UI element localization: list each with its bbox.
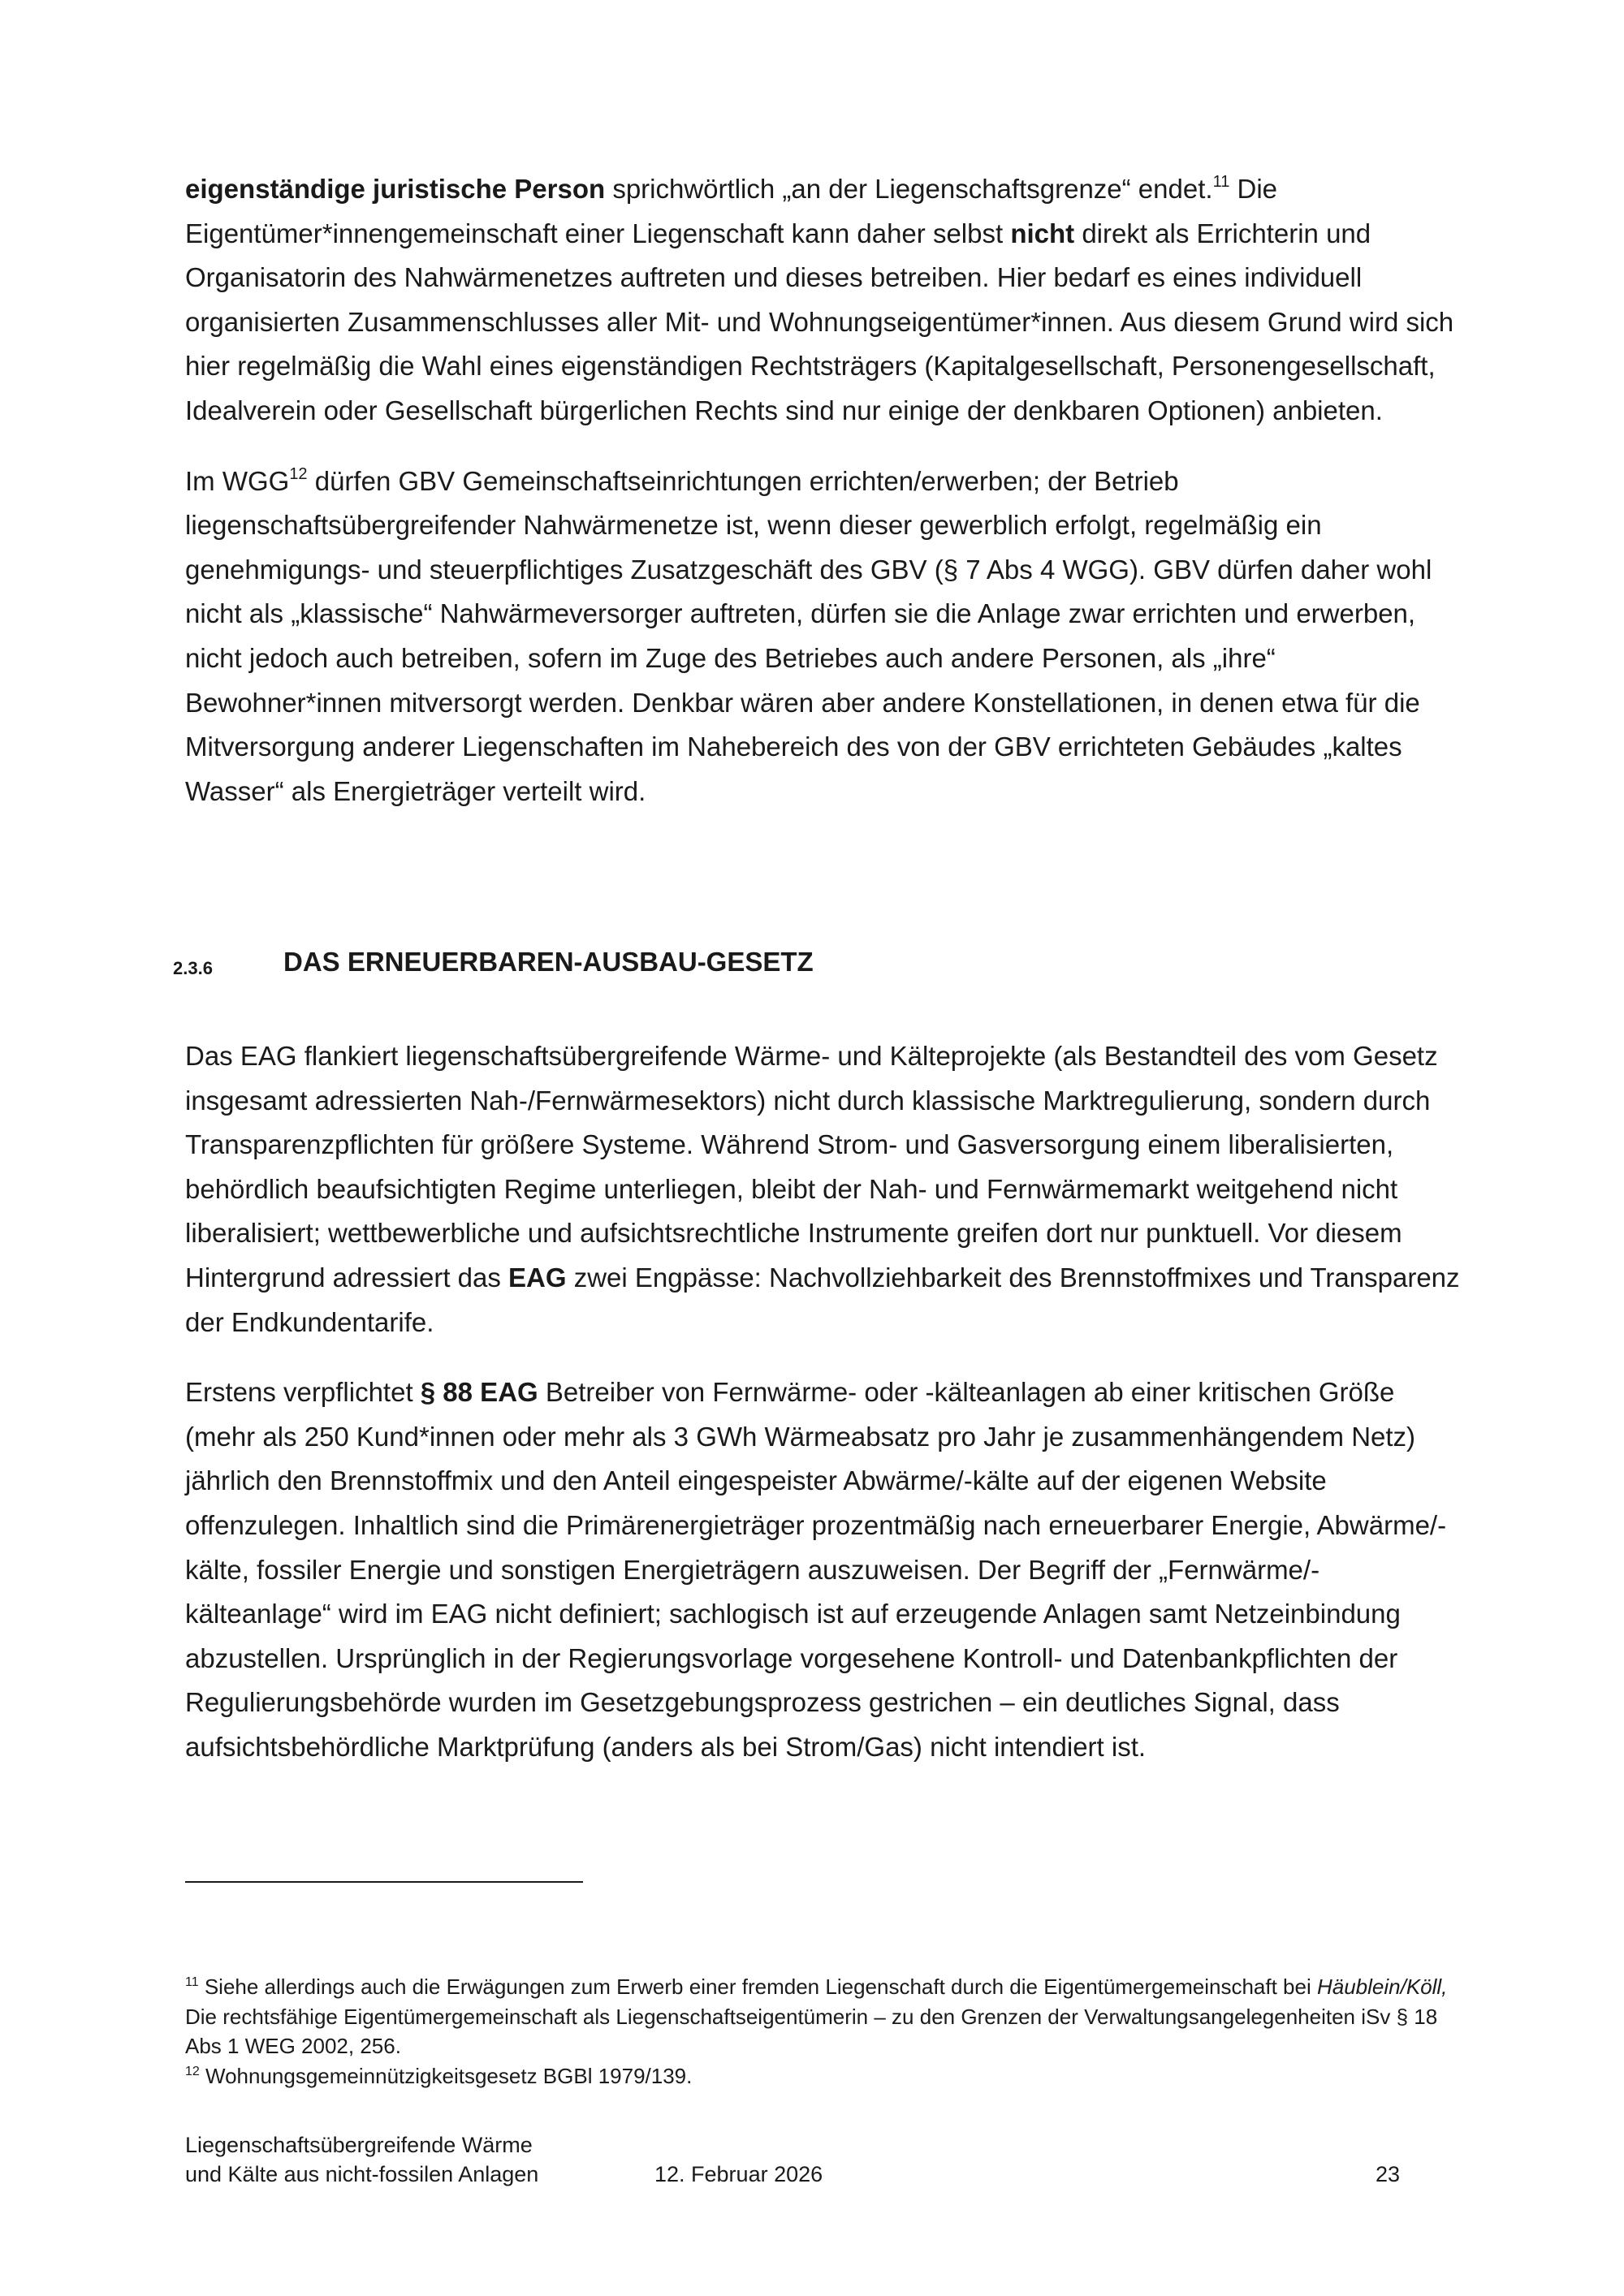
footnote-number: 11 xyxy=(185,1975,199,1989)
footnote xyxy=(185,2061,1460,2091)
text-run: sprichwörtlich „an der Liegenschaftsgrenze“ endet. xyxy=(605,174,1213,204)
footer-title-line: Liegenschaftsübergreifende Wärme xyxy=(185,2133,533,2157)
text-run: Das EAG flankiert liegenschaftsübergreifende Wärme- und Kälteprojekte (als Bestandteil des vom Gesetz insgesamt adressierten Nah-/Fernwärmesektors) nicht durch klassische Marktregulierung, sondern durch Transparenzpflichten für größere Systeme. Während Strom- und Gasversorgung einem liberalisierten, behördlich beaufsichtigten Regime unterliegen, bleibt der Nah- und Fernwärmemarkt weitgehend nicht liberalisiert; wettbewerbliche und aufsichtsrechtliche Instrumente greifen dort nur punktuell. Vor diesem Hintergrund adressiert das xyxy=(185,1041,1438,1293)
text-run: Erstens verpflichtet xyxy=(185,1377,421,1408)
footnote-number: 12 xyxy=(185,2064,200,2078)
section-body xyxy=(185,1034,1460,1770)
footnote-separator xyxy=(185,1881,583,1883)
footer-date: 12. Februar 2026 xyxy=(654,2162,823,2186)
footnote-ref[interactable]: 11 xyxy=(1212,173,1230,191)
footnote xyxy=(185,1972,1460,2061)
paragraph xyxy=(185,1034,1460,1344)
footnote-ref[interactable]: 12 xyxy=(289,464,308,483)
text-run: Die rechtsfähige Eigentümergemeinschaft als Liegenschaftseigentümerin – zu den Grenzen der Verwaltungsangelegenheiten iSv § 18 Abs 1 WEG 2002, 256. xyxy=(185,2004,1438,2058)
bold-term: § 88 EAG xyxy=(420,1377,538,1408)
section-number: 2.3.6 xyxy=(173,958,213,978)
text-run: Die Eigentümer*innengemeinschaft einer Liegenschaft kann daher selbst xyxy=(185,174,1278,248)
italic-authors: Häublein/Köll, xyxy=(1316,1974,1448,1999)
body-text xyxy=(185,167,1460,814)
footer-document-title xyxy=(185,2130,538,2189)
paragraph xyxy=(185,167,1460,434)
text-run: direkt als Errichterin und Organisatorin des Nahwärmenetzes auftreten und dieses betreiben. Hier bedarf es eines individuell organisierten Zusammenschlusses aller Mit- und Wohnungseigentümer*innen. Aus diesem Grund wird sich hier regelmäßig die Wahl eines eigenständigen Rechtsträgers (Kapitalgesellschaft, Personengesellschaft, Idealverein oder Gesellschaft bürgerlichen Rechts sind nur einige der denkbaren Optionen) anbieten. xyxy=(185,218,1454,425)
paragraph xyxy=(185,1370,1460,1769)
section-heading xyxy=(173,947,1310,995)
text-run: Im WGG xyxy=(185,465,290,496)
bold-term: nicht xyxy=(1010,218,1075,248)
page-number: 23 xyxy=(1376,2162,1401,2186)
text-run: Betreiber von Fernwärme- oder -kälteanlagen ab einer kritischen Größe (mehr als 250 Kund*innen oder mehr als 3 GWh Wärmeabsatz pro Jahr je zusammenhängendem Netz) jährlich den Brennstoffmix und den Anteil eingespeister Abwärme/-kälte auf der eigenen Website offenzulegen. Inhaltlich sind die Primärenergieträger prozentmäßig nach erneuerbarer Energie, Abwärme/-kälte, fossiler Energie und sonstigen Energieträgern auszuweisen. Der Begriff der „Fernwärme/-kälteanlage“ wird im EAG nicht definiert; sachlogisch ist auf erzeugende Anlagen samt Netzeinbindung abzustellen. Ursprünglich in der Regierungsvorlage vorgesehene Kontroll- und Datenbankpflichten der Regulierungsbehörde wurden im Gesetzgebungsprozess gestrichen – ein deutliches Signal, dass aufsichtsbehördliche Marktprüfung (anders als bei Strom/Gas) nicht intendiert ist. xyxy=(185,1377,1447,1762)
text-run: Siehe allerdings auch die Erwägungen zum Erwerb einer fremden Liegenschaft durch die Eigentümergemeinschaft bei xyxy=(198,1974,1317,1999)
text-run: dürfen GBV Gemeinschaftseinrichtungen errichten/erwerben; der Betrieb liegenschaftsübergreifender Nahwärmenetze ist, wenn dieser gewerblich erfolgt, regelmäßig ein genehmigungs- und steuerpflichtiges Zusatzgeschäft des GBV (§ 7 Abs 4 WGG). GBV dürfen daher wohl nicht als „klassische“ Nahwärmeversorger auftreten, dürfen sie die Anlage zwar errichten und erwerben, nicht jedoch auch betreiben, sofern im Zuge des Betriebes auch andere Personen, als „ihre“ Bewohner*innen mitversorgt werden. Denkbar wären aber andere Konstellationen, in denen etwa für die Mitversorgung anderer Liegenschaften im Nahebereich des von der GBV errichteten Gebäudes „kaltes Wasser“ als Energieträger verteilt wird. xyxy=(185,465,1432,806)
bold-term: EAG xyxy=(508,1262,567,1293)
footnotes xyxy=(185,1972,1460,2091)
text-run: zwei Engpässe: Nachvollziehbarkeit des Brennstoffmixes und Transparenz der Endkundentarife. xyxy=(185,1262,1460,1337)
bold-term: eigenständige juristische Person xyxy=(185,174,606,204)
footer-title-line: und Kälte aus nicht-fossilen Anlagen xyxy=(185,2162,539,2186)
page-footer xyxy=(185,2130,1419,2203)
text-run: Wohnungsgemeinnützigkeitsgesetz BGBl 1979/139. xyxy=(199,2063,693,2088)
paragraph xyxy=(185,460,1460,814)
section-title: DAS ERNEUERBAREN-AUSBAU-GESETZ xyxy=(283,947,814,977)
